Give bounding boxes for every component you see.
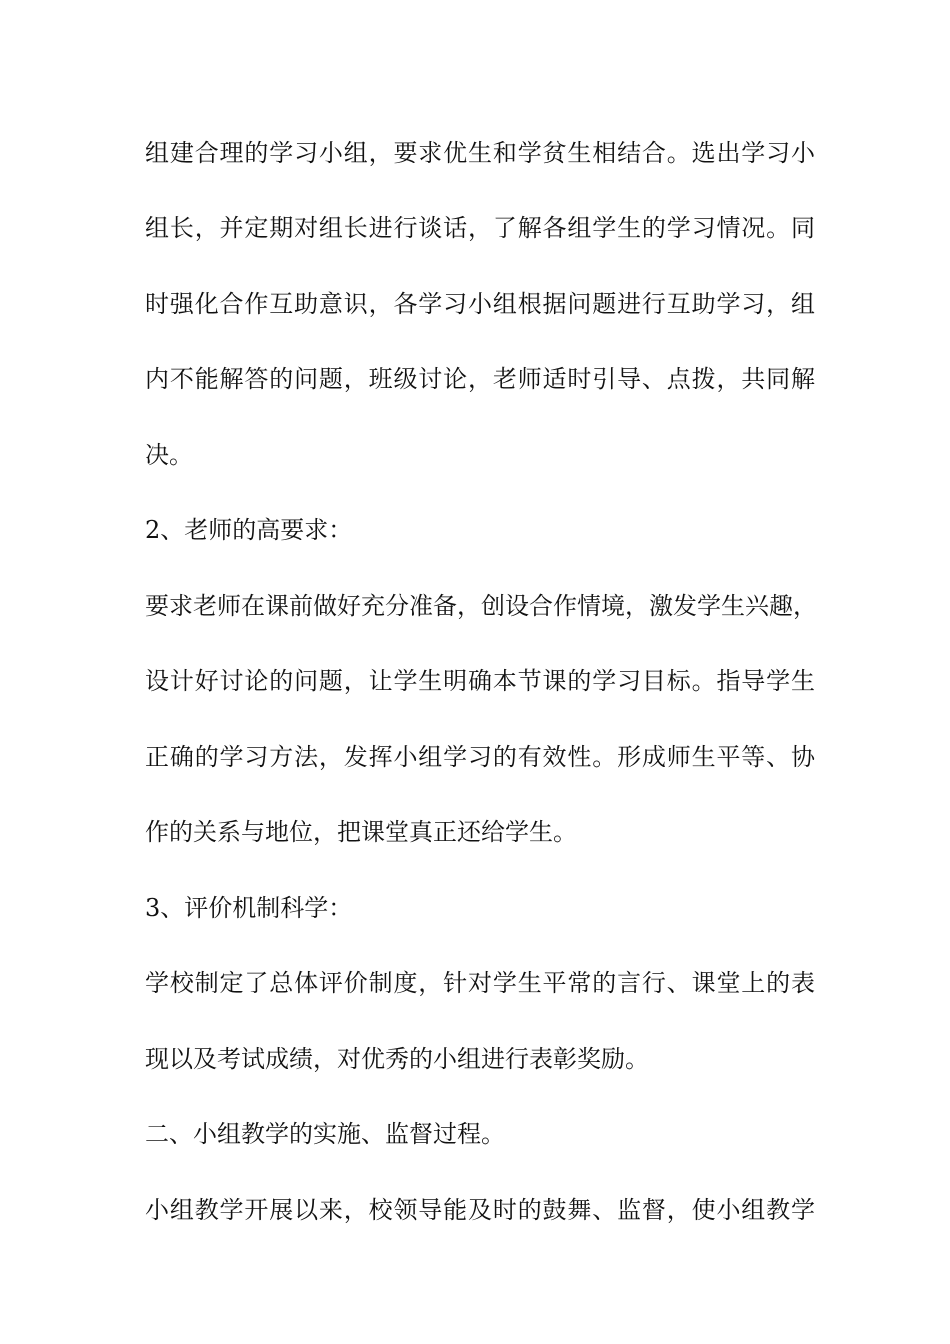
paragraph-line: 正确的学习方法，发挥小组学习的有效性。形成师生平等、协 xyxy=(145,743,815,771)
section-heading: 2、老师的高要求： xyxy=(145,516,353,544)
section-heading: 二、小组教学的实施、监督过程。 xyxy=(145,1120,505,1148)
paragraph-line: 要求老师在课前做好充分准备，创设合作情境，激发学生兴趣， xyxy=(145,592,817,620)
paragraph-line: 组长，并定期对组长进行谈话，了解各组学生的学习情况。同 xyxy=(145,214,815,242)
section-heading: 3、评价机制科学： xyxy=(145,894,353,922)
paragraph-line: 组建合理的学习小组，要求优生和学贫生相结合。选出学习小 xyxy=(145,139,815,167)
paragraph-line: 决。 xyxy=(145,441,193,469)
paragraph-line: 现以及考试成绩，对优秀的小组进行表彰奖励。 xyxy=(145,1045,649,1073)
paragraph-line: 小组教学开展以来，校领导能及时的鼓舞、监督，使小组教学 xyxy=(145,1196,815,1224)
paragraph-line: 内不能解答的问题，班级讨论，老师适时引导、点拨，共同解 xyxy=(145,365,815,393)
paragraph-line: 时强化合作互助意识，各学习小组根据问题进行互助学习，组 xyxy=(145,290,815,318)
paragraph-line: 学校制定了总体评价制度，针对学生平常的言行、课堂上的表 xyxy=(145,969,815,997)
paragraph-line: 作的关系与地位，把课堂真正还给学生。 xyxy=(145,818,577,846)
paragraph-line: 设计好讨论的问题，让学生明确本节课的学习目标。指导学生 xyxy=(145,667,815,695)
